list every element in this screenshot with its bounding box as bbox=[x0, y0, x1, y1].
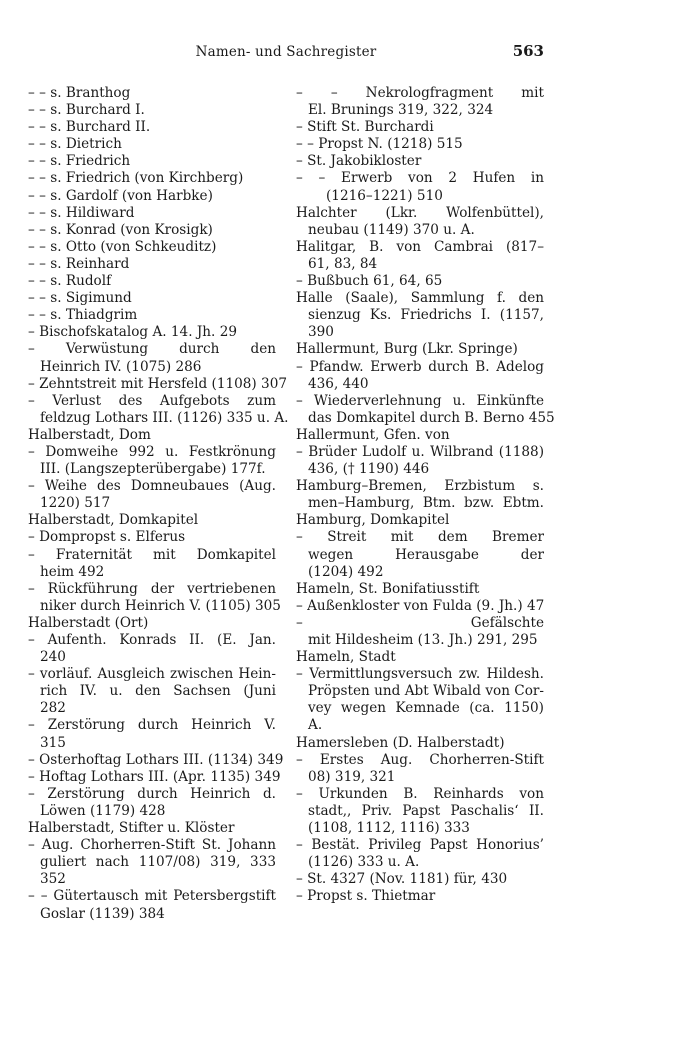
index-line: – – s. Branthog bbox=[28, 85, 131, 101]
index-line: – Dompropst s. Elferus bbox=[28, 529, 186, 546]
index-line: sienzug Ks. Friedrichs I. (1157, bbox=[308, 307, 544, 324]
index-line: – St. 4327 (Nov. 1181) für, 430 bbox=[296, 871, 508, 888]
index-line: Hamburg–Bremen, Erzbistum s. bbox=[296, 478, 544, 495]
index-line: – – s. Reinhard bbox=[28, 255, 130, 272]
index-line: Heinrich IV. (1075) 286 bbox=[40, 358, 202, 375]
index-line: 436, († 1190) 446 bbox=[308, 461, 430, 478]
index-line: – Bischofskatalog A. 14. Jh. 29 bbox=[28, 324, 237, 341]
index-line: 315 bbox=[40, 734, 66, 751]
index-line: – Verwüstung durch den bbox=[28, 341, 276, 358]
index-line: Hameln, St. Bonifatiusstift bbox=[296, 580, 480, 597]
index-line: das Domkapitel durch B. Berno 455 bbox=[308, 409, 555, 426]
index-line: – Vermittlungsversuch zw. Hildesh. bbox=[296, 666, 544, 683]
index-line: – Fraternität mit Domkapitel bbox=[28, 546, 276, 563]
index-line: 436, 440 bbox=[308, 375, 369, 392]
index-line: Goslar (1139) 384 bbox=[40, 905, 165, 922]
index-line: feldzug Lothars III. (1126) 335 u. A. bbox=[40, 409, 289, 426]
index-line: Hameln, Stadt bbox=[296, 649, 396, 666]
index-line: neubau (1149) 370 u. A. bbox=[308, 221, 475, 238]
index-line: – – s. Friedrich (von Kirchberg) bbox=[28, 170, 244, 187]
index-line: – Brüder Ludolf u. Wilbrand (1188) bbox=[296, 443, 544, 460]
index-line: 282 bbox=[40, 700, 66, 717]
index-line: stadt,, Priv. Papst Paschalis‘ II. bbox=[308, 802, 544, 819]
index-line: – Pfandw. Erwerb durch B. Adelog bbox=[296, 358, 544, 375]
index-line: – Hoftag Lothars III. (Apr. 1135) 349 bbox=[28, 768, 281, 785]
index-line: 61, 83, 84 bbox=[308, 255, 378, 272]
index-line: Hamersleben (D. Halberstadt) bbox=[296, 734, 505, 751]
index-line: vey wegen Kemnade (ca. 1150) bbox=[308, 700, 544, 717]
index-line: Hamburg, Domkapitel bbox=[296, 512, 450, 529]
index-line: 240 bbox=[40, 649, 66, 666]
index-line: niker durch Heinrich V. (1105) 305 bbox=[40, 597, 281, 614]
index-line: Pröpsten und Abt Wibald von Cor- bbox=[308, 683, 544, 700]
index-line: – Domweihe 992 u. Festkrönung bbox=[28, 443, 276, 460]
index-line: Halle (Saale), Sammlung f. den bbox=[296, 290, 544, 307]
index-line: Löwen (1179) 428 bbox=[40, 802, 166, 819]
index-line: – Zerstörung durch Heinrich V. bbox=[28, 717, 276, 734]
index-line: Halberstadt, Stifter u. Klöster bbox=[28, 820, 235, 837]
index-line: Hallermunt, Burg (Lkr. Springe) bbox=[296, 341, 518, 358]
index-line: – Aug. Chorherren-Stift St. Johann bbox=[28, 837, 276, 854]
index-line: – Außenkloster von Fulda (9. Jh.) 47 bbox=[296, 597, 545, 614]
index-line: – Zehntstreit mit Hersfeld (1108) 307 bbox=[28, 375, 288, 392]
index-line: – Wiederverlehnung u. Einkünfte bbox=[296, 392, 544, 409]
index-line: 1220) 517 bbox=[40, 495, 111, 512]
index-line: men–Hamburg, Btm. bzw. Ebtm. bbox=[308, 495, 544, 512]
page-number: 563 bbox=[512, 42, 544, 60]
index-line: – – Erwerb von 2 Hufen in bbox=[296, 170, 544, 187]
index-line: – Stift St. Burchardi bbox=[296, 119, 434, 136]
index-line: – – Propst N. (1218) 515 bbox=[296, 136, 463, 153]
index-line: 390 bbox=[308, 324, 334, 341]
index-line: Halberstadt, Domkapitel bbox=[28, 512, 199, 529]
index-line: – St. Jakobikloster bbox=[296, 153, 422, 170]
index-line: – – s. Burchard I. bbox=[28, 102, 145, 119]
index-line: (1204) 492 bbox=[308, 563, 384, 580]
index-column-left bbox=[28, 85, 289, 923]
running-title: Namen- und Sachregister bbox=[195, 44, 377, 60]
index-line: – vorläuf. Ausgleich zwischen Hein- bbox=[28, 666, 276, 683]
index-line: – Streit mit dem Bremer bbox=[296, 529, 544, 546]
index-line: A. bbox=[308, 717, 323, 734]
index-line: – – s. Dietrich bbox=[28, 136, 122, 153]
index-line: – – s. Thiadgrim bbox=[28, 307, 138, 324]
index-line: Halberstadt (Ort) bbox=[28, 614, 149, 631]
index-line: – Bußbuch 61, 64, 65 bbox=[296, 273, 443, 290]
index-line: – Erstes Aug. Chorherren-Stift bbox=[296, 751, 544, 768]
index-line: – – s. Otto (von Schkeuditz) bbox=[28, 238, 217, 255]
index-line: (1108, 1112, 1116) 333 bbox=[308, 820, 470, 837]
index-line: – – s. Sigimund bbox=[28, 290, 132, 307]
index-line: Halberstadt, Dom bbox=[28, 426, 151, 443]
index-line: (1126) 333 u. A. bbox=[308, 854, 420, 871]
index-line: – Aufenth. Konrads II. (E. Jan. bbox=[28, 632, 276, 648]
index-line: – Bestät. Privileg Papst Honorius’ bbox=[296, 837, 544, 854]
index-line: – – s. Rudolf bbox=[28, 273, 112, 290]
index-line: – Rückführung der vertriebenen bbox=[28, 580, 276, 597]
index-line: – – s. Hildiward bbox=[28, 204, 135, 221]
index-line: – – s. Burchard II. bbox=[28, 119, 151, 136]
index-line: – Zerstörung durch Heinrich d. bbox=[28, 785, 276, 802]
index-line: wegen Herausgabe der bbox=[308, 546, 544, 563]
index-line: heim 492 bbox=[40, 563, 105, 580]
index-line: Halchter (Lkr. Wolfenbüttel), bbox=[296, 204, 544, 221]
index-line: – Propst s. Thietmar bbox=[296, 888, 436, 905]
index-line: – Gefälschte bbox=[296, 614, 544, 631]
index-line: Halitgar, B. von Cambrai (817– bbox=[296, 238, 544, 255]
index-line: 352 bbox=[40, 871, 66, 888]
index-line: mit Hildesheim (13. Jh.) 291, 295 bbox=[308, 632, 538, 648]
index-line: – Verlust des Aufgebots zum bbox=[28, 392, 276, 409]
index-line: – – Gütertausch mit Petersbergstift bbox=[28, 888, 276, 905]
index-line: (1216–1221) 510 bbox=[326, 187, 443, 204]
running-header bbox=[28, 44, 544, 66]
index-line: 08) 319, 321 bbox=[308, 768, 396, 785]
index-column-right bbox=[296, 85, 555, 906]
index-line: Hallermunt, Gfen. von bbox=[296, 426, 450, 443]
index-line: rich IV. u. den Sachsen (Juni bbox=[40, 683, 276, 700]
index-line: – – Nekrologfragment mit bbox=[296, 85, 544, 101]
index-line: El. Brunings 319, 322, 324 bbox=[308, 102, 494, 119]
index-line: guliert nach 1107/08) 319, 333 bbox=[40, 854, 276, 871]
index-line: – Osterhoftag Lothars III. (1134) 349 bbox=[28, 751, 284, 768]
index-line: – Urkunden B. Reinhards von bbox=[296, 785, 544, 802]
index-line: III. (Langszepterübergabe) 177f. bbox=[40, 461, 266, 478]
index-line: – – s. Friedrich bbox=[28, 153, 131, 170]
index-line: – Weihe des Domneubaues (Aug. bbox=[28, 478, 276, 495]
index-line: – – s. Konrad (von Krosigk) bbox=[28, 221, 213, 238]
index-line: – – s. Gardolf (von Harbke) bbox=[28, 187, 213, 204]
